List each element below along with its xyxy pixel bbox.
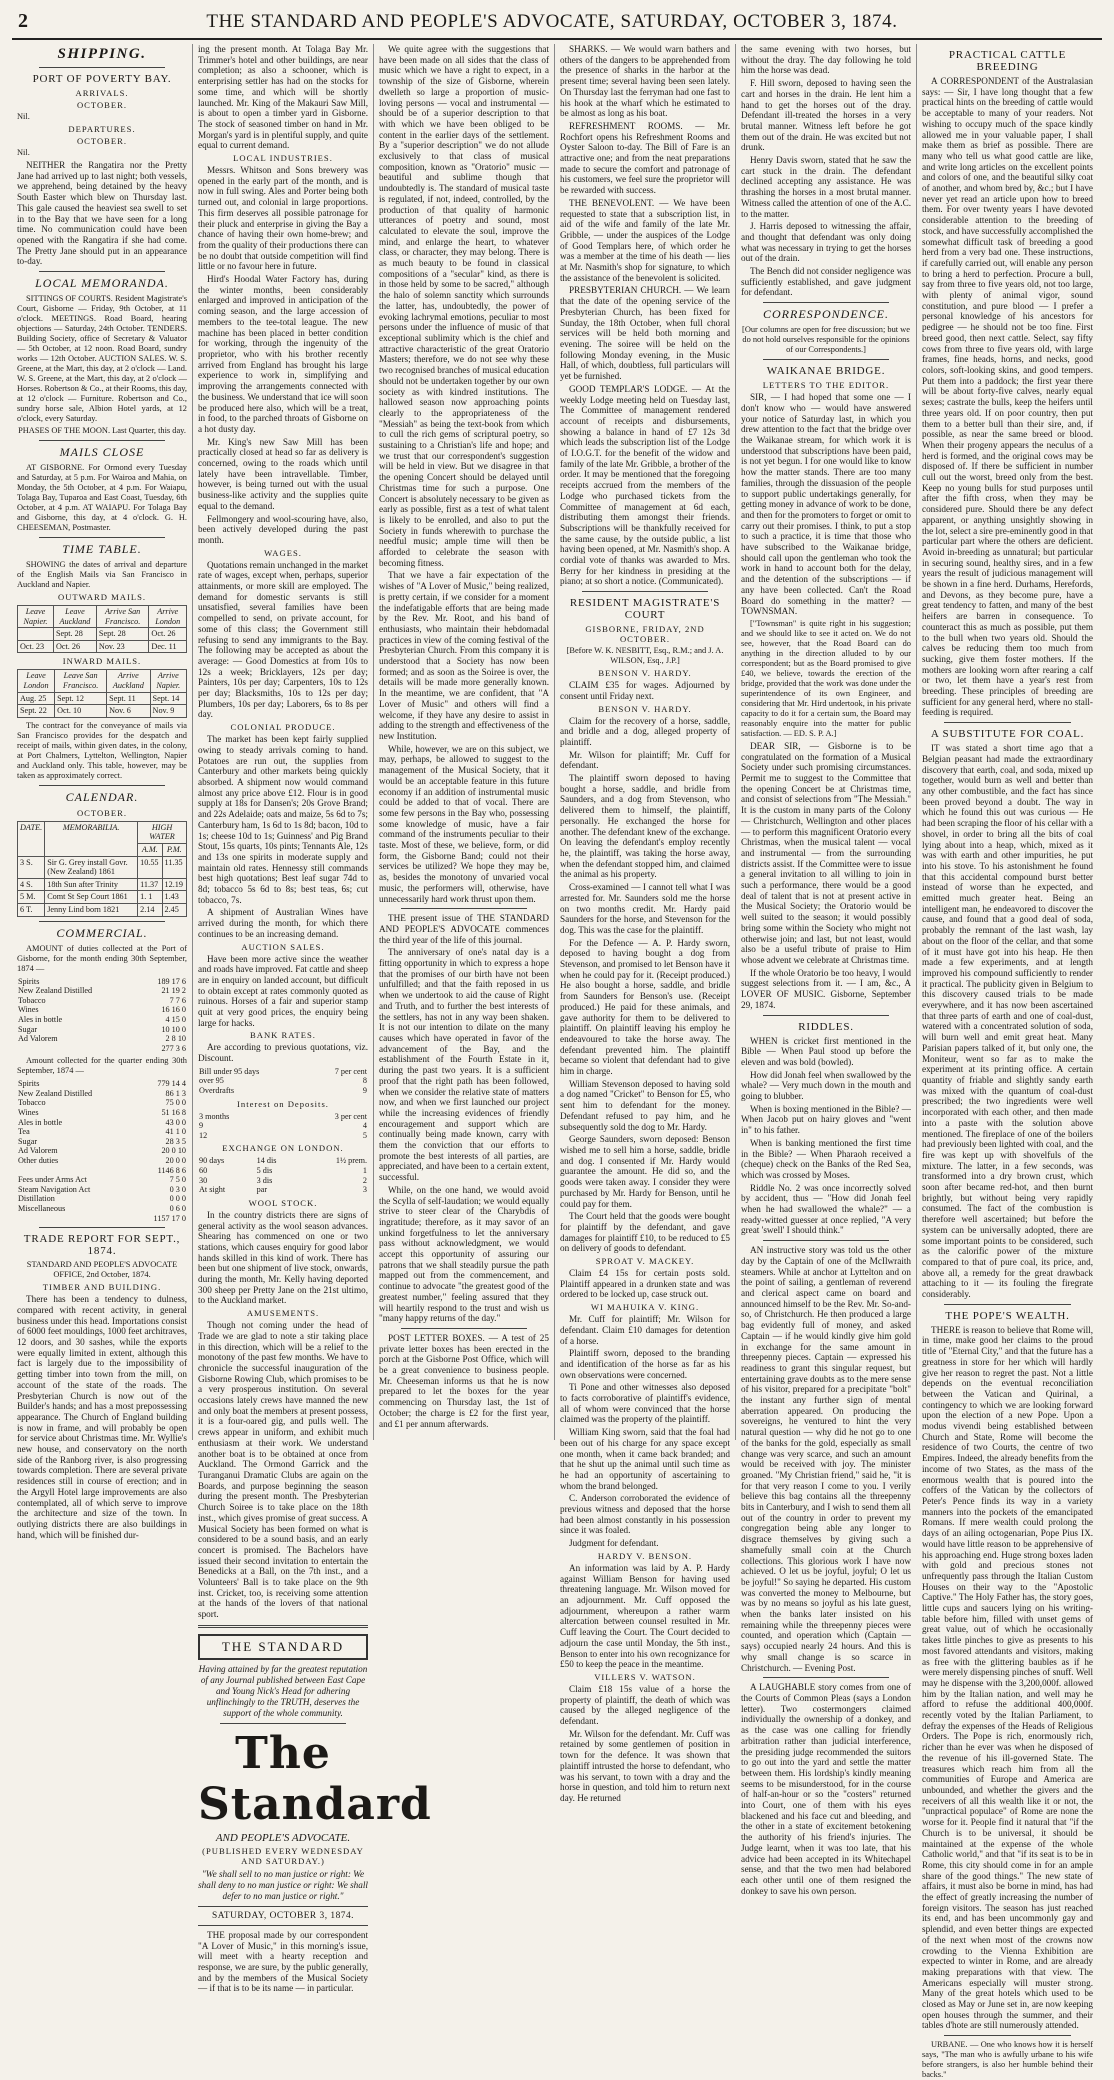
article-paragraph: Have been more active since the weather and roads have improved. Fat cattle and sheep are in enquiry on landed account, but difficult to obtain except at rates commonly quoted as ruinous. Horses of a fair and superior stamp quit at very good prices, the enquiry being large for hacks. (198, 953, 368, 1028)
trade-subheading: TIMBER AND BUILDING. (42, 1282, 162, 1293)
riddle: WHEN is cricket first mentioned in the Bible — When Paul stood up before the eleven and was bold (bowled). (741, 1035, 911, 1067)
newspaper-logo: The Standard (198, 1727, 432, 1830)
mails-text: AT GISBORNE. For Ormond every Tuesday and Saturday, at 5 p.m. For Wairoa and Mahia, on Monday, the 5th October, at 4 p.m. For Waiapu, Tolaga Bay, Tuparoa and East Coast, Tuesday, 6th October, at 4 p.m. AT WAIAPU. For Tolaga Bay and Gisborne, this day, at 4 o'clock. G. H. CHEESEMAN, Postmaster. (17, 463, 187, 533)
news-paragraph: PRESBYTERIAN CHURCH. — We learn that the date of the opening service of the Presbyterian Church, has been fixed for Sunday, the 18th October, when full choral services will be held both morning and evening. The soiree will be held on the following Monday evening, in the Music Hall, of which, doubtless, full particulars will yet be furnished. (560, 285, 730, 382)
interest-heading: Interest on Deposits. (237, 1098, 329, 1109)
table-row: Oct. 23 Oct. 26 Nov. 23 Dec. 11 (18, 640, 187, 653)
article-paragraph: A shipment of Australian Wines have arrived during the month, for which there continues to be an increasing demand. (198, 907, 368, 939)
court-paragraph: the same evening with two horses, but without the dray. The day following he told him the horse was dead. (741, 44, 911, 76)
magistrates-court-heading: RESIDENT MAGISTRATE'S COURT (569, 597, 721, 622)
divider (944, 2035, 1071, 2036)
colonial-produce-heading: COLONIAL PRODUCE. (230, 722, 336, 733)
editorial-paragraph: We quite agree with the suggestions that have been made on all sides that the class of music which we have a right to expect, in a township of the size of Gisborne, wherein dwelleth so large a proportion of music-loving persons — vocal and instrumental — should be of a superior description to that with which we have been obliged to be content in the earlier days of the settlement. By a "superior description" we do not allude exclusively to that class of musical composition, known as "Oratorio" music — beautiful and sublime though that undoubtedly is. The standard of musical taste is regulated, if not, indeed, controlled, by the production of that quality of harmonic utterances of poetry and sound, most calculated to elevate the soul, improve the mind, and enlarge the heart, to whatever class, or character, they may belong. There is as much beauty to be found in classical compositions of a "secular" kind, as there is in those held by some to be sacred," although the halo of solemn sanctity which surrounds the latter, has, undoubtedly, the power of evoking lachrymal emotions, peculiar to most persons under the influence of music of that exceptional sublimity which is the chief and attractive characteristic of the great Oratorio Masters; therefore, we do not see why these two recognised branches of musical education should not be undertaken together by our own society as with kindred institutions. The hallowed season now approaching points clearly to the appropriateness of the "Messiah" as being the text-book from which to cull the rich gems of scriptural poetry, so sustaining to a Christian's life and hope; and we trust that our correspondent's suggestion will be held in view. But we disagree in that the opening Concert should be delayed until Christmas time for such a purpose. One Concert is absolutely necessary to be given as early as possible, first as a test of what talent is likely to be enrolled, and also to put the Society in funds wherewith to purchase the needful music; ample time will then be afforded to celebrate the season with becoming fitness. (379, 44, 549, 568)
divider (944, 722, 1071, 723)
court-paragraph: Mr. Wilson for plaintiff; Mr. Cuff for defendant. (560, 749, 730, 771)
page-header (12, 10, 1102, 40)
table-row: Spirits 189 17 6 (18, 976, 186, 986)
table-row: Tobacco 7 7 6 (18, 995, 186, 1005)
divider (39, 440, 165, 441)
departures-nil: Nil. (17, 148, 30, 157)
newspaper-logo-subtitle: AND PEOPLE'S ADVOCATE. (215, 1831, 351, 1844)
shipping-text: NEITHER the Rangatira nor the Pretty Jane had arrived up to last night; both vessels, we apprehend, being detained by the heavy South Easter which blew on Thursday last. This gale caused the heaviest sea swell to set in to the Bay that we have seen for a long time. No communication could have been opened with the Rangatira if she had come. The Pretty Jane should put in an appearance to-day. (17, 160, 187, 267)
court-paragraph: Mr. Wilson for the defendant. Mr. Cuff was retained by some gentlemen of position in town for the defence. It was shown that plaintiff intrusted the horse to defendant, who was his servant, to town with a dray and the horse in question, and told him to return next day. He returned (560, 1728, 730, 1803)
trade-report-heading: TRADE REPORT FOR SEPT., 1874. (23, 1233, 181, 1258)
court-paragraph: William King sworn, said that the foal had been out of his charge for any space except one month, when it came back branded; and that he shut up the animal until such time as he had an opportunity of ascertaining to whom the brand belonged. (560, 1427, 730, 1491)
table-header: A.M. (138, 843, 162, 856)
divider (401, 908, 527, 909)
inward-mails-table (17, 669, 187, 717)
story-paragraph: AN instructive story was told us the other day by the Captain of one of the McIlwraith steamers. While at anchor at Lyttelton and on the point of sailing, a gentleman of reverend and clerical aspect came on board and announced himself to be the Rev. Mr. So-and-so, of Christchurch. He then produced a large bag evidently full of money, and asked Captain — if he would kindly give him gold in exchange for the same amount in threepenny pieces. Captain — expressed his readiness to grant this singular request, but entertaining grave doubts as to the mere sense of his visitor, prepared for a precipitate "bolt" the instant any further sign of mental aberration appeared. On producing the sovereigns, he ventured to hint the very natural question — why did he not go to one of the banks for the gold, especially as small change was very scarce, and such an amount would be received with joy. The minister groaned. "My Christian friend," said he, "it is for that very reason I come to you. I verily believe this bag contains all the threepenny bits in Canterbury, and I wish to send them all out of the country in order to prevent my congregation being able any longer to disgrace themselves by giving such a shamefully small coin at the Church collections. This glorious work I have now achieved. O let us be joyful, joyful; O let us be joyful!" So saying he departed. His custom was converted the money to Melbourne, but was by no means so joyful as his late guest, when the banks later insisted on his remaining while the threepenny pieces were counted, and operation which (Captain — says) occupied nearly 24 hours. And this is why small change is so scarce in Christchurch. — Evening Post. (741, 1245, 911, 1673)
table-row: Bill under 95 days 7 per cent (199, 1066, 367, 1076)
editorial-paragraph: While, on the one hand, we would avoid the Scylla of self-laudation; we would equally strive to steer clear of the Charybdis of ingratitude; therefore, as it may savor of an unkind forgetfulness to let the anniversary pass without acknowledgment, we would accept this opportunity of assuring our patrons that we shall steadily pursue the path mapped out from the commencement, and continue to advocate "the greatest good of the greatest number," feeling assured that they will heartily respond to the trust and wish us "many happy returns of the day." (379, 1184, 549, 1324)
editorial-paragraph: THE proposal made by our correspondent "A Lover of Music," in this morning's issue, will meet with a hearty reception and response, we are sure, by the public generally, and by the members of the Musical Society — if that is to be its name — in particular. (198, 1929, 368, 1994)
court-paragraph: Claim £18 15s value of a horse the property of plaintiff, the death of which was caused by the alleged negligence of the defendant. (560, 1683, 730, 1727)
court-paragraph: C. Anderson corroborated the evidence of previous witness and deposed that the horse had been almost constantly in his possession since it was foaled. (560, 1493, 730, 1536)
court-paragraph: The plaintiff sworn deposed to having bought a horse, saddle, and bridle from Saunders, and a dog from Stevenson, who delivered them to himself, the plaintiff, personally. He exchanged the horse for another. The defendant knew of the exchange. On leaving the defendant's employ recently he, the plaintiff, was taking the horse away, when the defendant stopped him, and claimed the animal as his property. (560, 773, 730, 880)
table-row: 60 5 dis 1 (199, 1166, 367, 1176)
table-row: Sugar 28 3 5 (18, 1136, 186, 1146)
table-row: Steam Navigation Act 0 3 0 (18, 1184, 186, 1194)
article-paragraph: Are according to previous quotations, viz. Discount. (198, 1042, 368, 1064)
table-row: Sept. 28 Sept. 28 Oct. 26 (18, 628, 187, 641)
table-header: Arrive London (149, 606, 187, 628)
table-header: Leave Napier. (18, 606, 54, 628)
duties-month-table (17, 977, 187, 1054)
local-memoranda-heading: LOCAL MEMORANDA. (35, 276, 169, 291)
table-header: Leave Auckland (53, 606, 96, 628)
table-row: 3 months 3 per cent (199, 1111, 367, 1121)
news-paragraph: REFRESHMENT ROOMS. — Mr. Rochfort opens his Refreshment Rooms and Oyster Saloon to-day. The Bill of Fare is an attractive one; and from the neat preparations made to secure the comfort and patronage of his customers, we feel sure the proprietor will be rewarded with success. (560, 120, 730, 196)
wages-heading: WAGES. (264, 547, 302, 558)
divider (944, 1304, 1071, 1305)
exchange-table (198, 1156, 368, 1194)
departures-heading: DEPARTURES. (68, 124, 136, 134)
table-row: 277 3 6 (161, 1043, 186, 1053)
divider (763, 1240, 889, 1241)
table-row: 1146 8 6 (157, 1165, 186, 1175)
moon-phases: PHASES OF THE MOON. Last Quarter, this day. (18, 426, 186, 436)
table-header: Leave San Francisco. (55, 670, 107, 692)
table-row: 4 S. 18th Sun after Trinity 11.37 12.19 (18, 878, 187, 891)
letter-paragraph: If the whole Oratorio be too heavy, I would suggest selections from it. — I am, &c., A LOVER OF MUSIC. Gisborne, September 29, 1874. (741, 967, 911, 1010)
table-header: HIGH WATER (138, 821, 187, 843)
table-row: Wines 51 16 8 (18, 1108, 186, 1118)
shipping-heading: SHIPPING. (57, 46, 147, 62)
court-date: GISBORNE, FRIDAY, 2ND OCTOBER. (585, 624, 705, 645)
divider (198, 1625, 368, 1628)
editorial-paragraph: THE present issue of THE STANDARD AND PEOPLE'S ADVOCATE commences the third year of the life of this journal. (379, 913, 549, 945)
divider (39, 271, 165, 272)
interest-table (198, 1112, 368, 1141)
letter-paragraph: SIR, — I had hoped that some one — I don't know who — would have answered your notice of Saturday last, in which you drew attention to the fact that the bridge over the Waikanae stream, for which work it is understood that subscriptions have been paid, is not yet begun. I for one would like to know how the matter stands. There are too many families, through the dissuasion of the people to support public undertakings generally, for getting money in advance of work to be done, and then for the promoters to forget or omit to carry out their promises. I think, to put a stop to such a practice, it is time that those who have subscribed to the Waikanae bridge, should call upon the gentleman who took the work in hand to account both for the delay, and the detention of the subscriptions — if any have been collected. Can't the Road Board do something in the matter? — TOWNSMAN. (741, 392, 911, 617)
divider (763, 359, 889, 360)
divider (401, 1328, 527, 1329)
divider (39, 537, 165, 538)
local-industries-heading: LOCAL INDUSTRIES. (233, 153, 333, 164)
column-3 (374, 44, 555, 1440)
table-header: Arrive Napier. (150, 670, 186, 692)
newspaper-title: THE STANDARD AND PEOPLE'S ADVOCATE, SATURDAY, OCTOBER 3, 1874. (206, 11, 898, 32)
table-row: New Zealand Distilled 21 19 2 (18, 986, 186, 996)
riddle: How did Jonah feel when swallowed by the whale? — Very much down in the mouth and going to blubber. (741, 1069, 911, 1102)
mails-close-heading: MAILS CLOSE (59, 445, 145, 460)
divider (39, 921, 165, 922)
table-row: Overdrafts 9 (199, 1086, 367, 1096)
table-row: Sept. 22 Oct. 10 Nov. 6 Nov. 9 (18, 705, 187, 718)
table-row: 12 5 (199, 1130, 367, 1140)
table-row: Ad Valorem 2 8 10 (18, 1034, 186, 1044)
news-paragraph: THE BENEVOLENT. — We have been requested to state that a subscription list, in aid of the wife and family of the late Mr. Gribble, — under the auspices of the Lodge of Good Templars here, of which order he was a member at the time of his death — lies at Mr. Nasmith's shop for signature, to which the assistance of the benevolent is solicited. (560, 197, 730, 283)
court-paragraph: The Court held that the goods were bought for plaintiff by the defendant, and gave damages for plaintiff £10, to be reduced to £5 on delivery of goods to defendant. (560, 1211, 730, 1254)
editorial-paragraph: While, however, we are on this subject, we may, perhaps, be allowed to suggest to the management of the Musical Society, that it would be an acceptable feature in this future economy if an addition of instrumental music could be added to that of vocal. There are some few persons in the Bay who, possessing some knowledge of music, have a fair command of the instruments peculiar to their taste. Most of these, we believe, form, or did form, the Gisborne Band; could not their services be utilized? We hope they may be, as, besides the monotony of unvaried vocal music, the performers will, otherwise, have unnecessarily hard work thrust upon them. (379, 743, 549, 904)
court-paragraph: For the Defence — A. P. Hardy sworn, deposed to having bought a dog from Stevenson, and promised to let Benson have it when he could pay for it. (Receipt produced.) He also bought a horse, saddle, and bridle from Saunders for Benson's use. (Receipt produced.) He paid for these animals, and gave authority for them to be delivered to plaintiff. On plaintiff leaving his employ he endeavoured to take the horse away. The defendant prevented him. The plaintiff became so violent that defendant had to give him in charge. (560, 937, 730, 1077)
divider (763, 302, 889, 303)
editorial-paragraph: The anniversary of one's natal day is a fitting opportunity in which to express a hope that the promises of our birth have not been unfulfilled; and that the faith reposed in us when we undertook to aid the cause of Right and Truth, and to further the best interests of the settlers, has not in any way been shaken. It is not our intention to dilate on the many causes which have operated in favor of the advancement of the Bay, and the establishment of the Fourth Estate in it, during the past two years. It is a sufficient proof that the right path has been followed, when we consider the relative state of matters now, and when we first launched our project while the increasing evidences of friendly encouragement and support which are continually being made known, carry with them the conviction that our efforts to promote the best interests of all parties, are appreciated, and have been to a certain extent, successful. (379, 947, 549, 1183)
article-paragraph: Though not coming under the head of Trade we are glad to note a stir taking place in this direction, which will be a relief to the monotony of the past few months. We have to chronicle the successful inauguration of the Gisborne Rowing Club, which promises to be a very prosperous institution. On several occasions lately crews have manned the new and only boat the members at present possess, it is a four-oared gig, and pulls well. The crews appear in uniform, and exhibit much enthusiasm at their work. We understand another boat is to be obtained at once from Auckland. The Ormond Garrick and the Turanganui Dramatic Clubs are again on the Boards, and purpose beginning the season during the present month. The Presbyterian Church Soiree is to take place on the 18th inst., which gives promise of great success. A Musical Society has been formed on what is considered to be a sound basis, and an early concert is promised. The Bachelors have issued their second invitation to entertain the Benedicks at a Ball, on the 7th inst., and a Volunteers' Ball is to take place on the 9th inst. Cricket, too, is receiving some attention at the hands of the lovers of that national sport. (198, 1320, 368, 1620)
column-4 (555, 44, 736, 1803)
memoranda-text: SITTINGS OF COURTS. Resident Magistrate's Court, Gisborne — Friday, 9th October, at 11 o'clock. MEETINGS. Road Board, hearing objections — Saturday, 24th October. TENDERS. Building Society, office of Secretary & Valuator — 5th October, at 12 noon. Road Board, sundry works — 12th October. AUCTION SALES. W. S. Greene, at the Mart, this day, at 2 o'clock — Land. W. S. Greene, at the Mart, this day, at 2 o'clock — Horses. Robertson & Co., at their Rooms, this day, at 12 o'clock — Furniture. Robertson and Co., sundry horse sale, Albion Hotel yards, at 12 o'clock, every Saturday. (17, 294, 187, 424)
column-5 (736, 44, 917, 1896)
outward-mails-table (17, 605, 187, 653)
correspondence-note: [Our columns are open for free discussion; but we do not hold ourselves responsible for the opinions of our Correspondents.] (742, 325, 910, 355)
table-header: MEMORABILIA. (45, 821, 138, 856)
table-row: Distillation 0 0 0 (18, 1194, 186, 1204)
news-paragraph: SHARKS. — We would warn bathers and others of the dangers to be apprehended from the presence of sharks in the harbor at the present time; several having been seen lately. On Thursday last the ferryman had one fast to his hook at the wharf which he estimated to be almost as long as his boat. (560, 44, 730, 119)
correspondence-heading: CORRESPONDENCE. (763, 307, 889, 322)
news-paragraph: GOOD TEMPLAR'S LODGE. — At the weekly Lodge meeting held on Tuesday last, The Committee of management rendered account of receipts and disbursements, showing a balance in hand of £7 12s 3d which leads the subscription list of the Lodge of I.O.G.T. for the benefit of the widow and family of the late Mr. Gribble, a brother of the order. It may be mentioned that the foregoing receipts accrued from the members of the Lodge who purchased tickets from the Committee of management at 6d each, distributing them amongst their friends. Subscriptions will be thankfully received for the same cause, by the outside public, a list having been opened, at Mr. Nasmith's shop. A cordial vote of thanks was awarded to Mrs. Berry for her kindness in presiding at the piano; at so short a notice. (Communicated). (560, 383, 730, 587)
table-header: P.M. (162, 843, 186, 856)
calendar-month: OCTOBER. (76, 807, 128, 818)
motto-quote: "We shall sell to no man justice or right: We shall deny to no man justice or right: We shall defer to no man justice or right." (198, 1868, 368, 1901)
riddle: When is banking mentioned the first time in the Bible? — When Pharaoh received a (cheque) check on the Banks of the Red Sea, which was crossed by Moses. (741, 1137, 911, 1180)
time-table-text: SHOWING the dates of arrival and departure of the English Mails via San Francisco in Auckland and Napier. (17, 560, 187, 590)
court-paragraph: The Bench did not consider negligence was sufficiently established, and gave judgment for defendant. (741, 266, 911, 298)
article-paragraph: ing the present month. At Tolaga Bay Mr. Trimmer's hotel and other buildings, are near completion; as also a schooner, which is enterprising settler has had on the stocks for some time, and which will be shortly launched. Mr. King of the Makauri Saw Mill, is about to open a timber yard in Gisborne. The stock of seasoned timber on hand in Mr. Morgan's yard is in plentiful supply, and quite equal to current demand. (198, 44, 368, 151)
discount-table (198, 1067, 368, 1096)
divider (198, 1906, 368, 1907)
article-paragraph: Messrs. Whitson and Sons brewery was opened in the early part of the month, and is now in full swing. Ales and Porter being both turned out, and colonial in large proportions. This firm deserves all possible patronage for their pluck and enterprise in giving the Bay a chance of having their own home-brew; and from the quality of their productions there can be no doubt that outside competition will find little or no favour here in future. (198, 165, 368, 272)
table-header: Leave London (18, 670, 55, 692)
case-title: WI MAHUIKA V. KING. (590, 1302, 700, 1313)
case-title: BENSON V. HARDY. (598, 668, 692, 679)
column-6 (917, 44, 1098, 2080)
divider (39, 67, 165, 68)
riddle: When is boxing mentioned in the Bible? — When Jacob put on hairy gloves and "went in" to his father. (741, 1103, 911, 1136)
court-paragraph: J. Harris deposed to witnessing the affair, and thought that defendant was only doing what was necessary in trying to get the horses out of the drain. (741, 221, 911, 264)
divider (39, 1227, 165, 1228)
inward-mails-heading: INWARD MAILS. (62, 656, 142, 667)
table-header: Arrive Auckland (107, 670, 150, 692)
article-paragraph: The market has been kept fairly supplied owing to steady arrivals coming to hand. Potatoes are run out, the supplies from Canterbury and other markets being quickly absorbed. A shipment now would command almost any price above £12. Flour is in good supply at 18s for Dansen's; 20s Grove Brand; and 22s Adelaide; oats and maize, 5s 6d to 7s; Canterbury ham, 1s 6d to 1s 8d; bacon, 10d to 1s; cheese 10d to 1s; Guinness' and Pig Brand Stout, 15s quarts, 10s pints; Tennants Ale, 12s and 13s one spirits in moderate supply and maintain old rates. Hennessy still commands best high quotations; Best leaf sugar 74d to 8d; tobacco 5s 6d to 8s; best teas, 6s; cut tobacco, 7s. (198, 734, 368, 905)
court-paragraph: George Saunders, sworn deposed: Benson wished me to sell him a horse, saddle, bridle and dog. I consented if Mr. Hardy would guarantee the amount. He did so, and the goods were taken away. I consider they were purchased by Mr. Hardy for Benson, until he could pay for them. (560, 1134, 730, 1209)
standard-motto: Having attained by far the greatest reputation of any Journal published between East Cape and Young Nick's Head for adhering unflinchingly to the TRUTH, deserves the support of the whole community. (198, 1663, 368, 1718)
table-header: Arrive San Francisco. (96, 606, 148, 628)
table-row: Ales in bottle 43 0 0 (18, 1117, 186, 1127)
publication-schedule: (PUBLISHED EVERY WEDNESDAY AND SATURDAY.) (202, 1845, 364, 1866)
arrivals-nil: Nil. (17, 112, 30, 121)
outward-mails-heading: OUTWARD MAILS. (58, 592, 146, 603)
court-paragraph: William Stevenson deposed to having sold a dog named "Cricket" to Benson for £5, who sent him to defendant for the money. Defendant refused to pay him, and he subsequently sold the dog to Mr. Hardy. (560, 1078, 730, 1132)
article-paragraph: Quotations remain unchanged in the market rate of wages, except when, perhaps, superior attainments, or more skill are employed. The demand for domestic servants is still unsatisfied, several families have been compelled to send, on private account, for some of this class; the Government still refusing to send any immigrants to the Bay. The following may be accepted as about the average: — Good Domestics at from 10s to 12s a week; Bricklayers, 12s per day; Painters, 10s per day; Carpenters, 10s to 12s per day; Blacksmiths, 10s to 12s per day; Plumbers, 10s per day; Laborers, 6s to 8s per day. (198, 559, 368, 720)
riddles-heading: RIDDLES. (798, 1020, 854, 1033)
case-title: BENSON V. HARDY. (598, 703, 692, 714)
court-paragraph: F. Hill sworn, deposed to having seen the cart and horses in the drain. He lent him a hand to get the horses out of the dray. Defendant ill-treated the horses in a very brutal manner. Witness left before he got them out of the drain. He was excited but not drunk. (741, 78, 911, 153)
auction-sales-heading: AUCTION SALES. (241, 941, 325, 952)
wool-stock-heading: WOOL STOCK. (248, 1197, 318, 1208)
article-paragraph: IT was stated a short time ago that a Belgian peasant had made the extraordinary discovery that earth, coal, and soda, mixed up together, would burn as well and better than any other combustible, and the fact has since been proved beyond a doubt. The way in which he found this out was curious — He had been scraping the floor of his cellar with a shovel, in order to bring all the bits of coal lying about into a heap, which, mixed as it was with earth and other impurities, he put into his stove. To his astonishment he found that this accidental compound burst better instead of worse than he expected, and emitted much greater heat. Being an intelligent man, he endeavored to discover the cause, and found that a good deal of soda, probably the remnant of the last wash, lay about on the floor of the cellar, and that some of it must have got into his heap. He then made a few experiments, and at length improved his compound sufficiently to render it practical. The publicity given in Belgium to this discovery caused trials to be made everywhere, and it has now been ascertained that three parts of earth and one of coal-dust, watered with a concentrated solution of soda, will burn well and emit great heat. Many Parisian papers talked of it, but only one, the Moniteur, went so far as to make the experiment at its printing office. A certain quantity of friable and slightly sandy earth was mixed with the quantum of coal-dust prescribed; the two ingredients were well incorporated with each other, and then made into a paste with the solution above mentioned. The fireplace of one of the boilers had previously been lighted with coal, and the fire was kept up with shovelfuls of the mixture. The latter, in a few seconds, was transformed into a dry brown crust, which soon after became red-hot, and then burnt brightly, but without being very rapidly consumed. The fact of the combustion is therefore well ascertained; but before the system can be universally adopted, there are some important points to be considered, such as the calorific power of the mixture compared to that of pure coal, its price, and, above all, a remedy for the great drawback attaching to it — its fouling the firegrate considerably. (922, 743, 1093, 1300)
divider (198, 1925, 368, 1926)
table-row: New Zealand Distilled 86 1 3 (18, 1088, 186, 1098)
port-heading: PORT OF POVERTY BAY. (32, 73, 172, 85)
letters-subheading: LETTERS TO THE EDITOR. (762, 380, 890, 391)
columns (12, 44, 1102, 2080)
table-row: At sight par 3 (199, 1185, 367, 1195)
bridge-heading: WAIKANAE BRIDGE. (766, 365, 886, 378)
court-paragraph: Judgment for defendant. (569, 1538, 659, 1549)
court-paragraph: An information was laid by A. P. Hardy against William Benson for having used threatening language. Mr. Wilson moved for an adjournment. Mr. Cuff opposed the adjournment, whereupon a rather warm altercation between counsel resulted in Mr. Cuff leaving the Court. The Court decided to adjourn the case until Monday, the 5th inst., Benson to enter into his own recognizance for £50 to keep the peace in the meantime. (560, 1562, 730, 1670)
article-paragraph: A CORRESPONDENT of the Australasian says: — Sir, I have long thought that a few practical hints on the breeding of cattle would be acceptable to many of your readers. Not wishing to occupy much of the space kindly allowed me in your valuable paper, I shall make them as brief as possible. There are many who tell us what good cattle are like, and write long articles on the excellent points and colors of one, and the beautiful silky coat of another, and whom bred by, &c.; but I have never yet read an article upon how to breed them. For over twenty years I have devoted considerable attention to the breeding of stock, and have successfully accomplished the somewhat difficult task of breeding a good herd from a very bad one. These instructions, if carefully carried out, will enable any person to bring a herd to perfection. Procure a bull, say from three to five years old, not too large, with plenty of animal vigor, sound constitution, and pure blood — I prefer a personal knowledge of his ancestors for pedigree — he should not be too fine. First breed good, then next cattle. Select, say fifty cows from three to five years old, with large frames, fine heads, horns, and necks, good colors, soft-looking skins, and good tempers. Put them into a paddock; the first year there will be about forty-five calves, nearly equal sexes; castrate the bulls, keep the heifers until three years old. If on poor country, then put them to a better bull than their sire, and, if possible, as near the same breed or blood. When their progeny appears the neculus of a herd is formed, and the original cows may be disposed of. If there be sufficient in number cull out the worst, breed only from the best. Keep no young bulls for stud purposes until after the fifth cross, when they may be considered pure. Should there be any defect apparent, or anything unsightly showing in the lot, select a sire pre-eminently good in that particular part where the others are deficient. Avoid in-breeding as unnatural; but particular in securing sound, healthy sires, and in a few years the result of judicious management will be shown in a fine herd. Durhams, Herefords, and Devons, as they become pure, have a great tendency to fatten, and many of the best heifers are barren in consequence. To counteract this as much as possible, put them to the bull when two years old. Should the calves be reducing them too much from sucking, give them foster mothers. If the mothers are looking worn after rearing a calf or two, let them have a year's rest from breeding. These principles of breeding are sufficient for any general herd, where no stall-feeding is required. (922, 76, 1093, 718)
court-paragraph: Mr. Cuff for plaintiff; Mr. Wilson for defendant. Claim £10 damages for detention of a horse. (560, 1314, 730, 1346)
article-paragraph: THERE is reason to believe that Rome will, in time, make good her claims to the proud title of "Eternal City," and that the future has a greatness in store for her which will hardly give her reason to regret the past. Not a little depends on the eventual reconciliation between the Vatican and Quirinal, a contingency to which we are looking forward upon the election of a new Pope. Upon a modus vivendi being established between Church and State, Rome will become the residence of two Courts, the centre of two Empires. Indeed, the already benefits from the income of two States, as the mass of the enormous wealth that is poured into the coffers of the Vatican by the collectors of Peter's Pence finds its way in a variety manners into the pockets of the emancipated Romans. If mere wealth could prolong the days of an ailing octogenarian, Pope Pius IX. would have little reason to be apprehensive of his approaching end. Huge strong boxes laden with gold and precious stones not unfrequently pass through the Italian Custom Houses on their way to the "Apostolic Captive." The Holy Father has, the story goes, little cups and saucers lying on his writing-table before him, filled with unset gems of great value, out of which he occasionally takes little pinches to give as presents to his most favored attendants and visitors, making as free with the glittering baubles as if he were merely dispensing pinches of snuff. Well may he dispense with the 3,200,000f. allowed him by the Italian nation, and well may he afford to refuse the additional 400,000f. recently voted by the Italian Parliament, to defray the expenses of the Heads of Religious Orders. The Pope is rich, enormously rich, richer than he ever was when he disposed of the revenue of his ill-governed State. The treasures which reach him from all the communities of Europe and America are unbounded, and whether the givers and the receivers of all this wealth like it or not, the "unpractical populace" of Rome are none the worse for it. People find it natural that "if the Church is to be universal, it should be maintained at the expense of the whole Catholic world," and that "if its seat is to be in Rome, this city should come in for an ample share of the good things." The new state of affairs, it must also be borne in mind, has had the effect of greatly increasing the number of foreign visitors. The season has just reached its end, and has been uncommonly gay and splendid, and even better things are expected of the next when most of the crowns now crowding to the Vienna Exhibition are expected to winter in Rome, and are already making preparations with that view. The Americans especially will muster strong. Many of the great hotels which used to be closed as May or June set in, are now keeping open houses through the summer, and their tables d'hote are still numerously attended. (922, 1324, 1093, 2031)
article-paragraph: In the country districts there are signs of general activity as the wool season advances. Shearing has commenced on one or two stations, which causes enquiry for good labor hands skilled in this kind of work. There has been but one shipment of live stock, onwards, during the month, Mr. Kelly having deported 300 sheep per Pretty Jane on the 21st ultimo, to the Auckland market. (198, 1209, 368, 1306)
trade-office: STANDARD AND PEOPLE'S ADVOCATE OFFICE, 2nd October, 1874. (26, 1260, 178, 1280)
bank-rates-heading: BANK RATES. (250, 1030, 316, 1041)
table-header: DATE. (18, 821, 45, 856)
court-paragraph: Cross-examined — I cannot tell what I was arrested for. Mr. Saunders sold me the horse on two months credit. Mr. Hardy paid Saunders for the horse, and Stevenson for the dog. This was the case for the plaintiff. (560, 882, 730, 935)
court-paragraph: Henry Davis sworn, stated that he saw the cart stuck in the drain. The defendant declined accepting any assistance. He was thrashing the horses in a most brutal manner. Witness called the attention of one of the A.C. to the matter. (741, 155, 911, 219)
standard-banner: THE STANDARD (198, 1634, 368, 1660)
page-number: 2 (18, 10, 28, 32)
column-2 (193, 44, 432, 1994)
divider (39, 785, 165, 786)
case-title: SPROAT V. MACKEY. (595, 1256, 695, 1267)
court-before: [Before W. K. NESBITT, Esq., R.M.; and J. A. WILSON, Esq., J.P.] (566, 646, 724, 666)
amusements-heading: AMUSEMENTS. (246, 1308, 320, 1319)
article-paragraph: Mr. King's new Saw Mill has been practically closed at head so far as delivery is concerned, owing to the roads which until lately have been intravellable. Timber, however, is being turned out with the usual business-like activity and the supplies quite equal to the demand. (198, 436, 368, 511)
table-row: 90 days 14 dis 1½ prem. (199, 1156, 367, 1166)
arrivals-heading: ARRIVALS. (75, 88, 129, 98)
table-row: 1157 17 0 (153, 1213, 186, 1223)
court-paragraph: Claim for the recovery of a horse, saddle, and bridle and a dog, alleged property of plaintiff. (560, 715, 730, 747)
column-1 (12, 44, 193, 1540)
table-row: Ales in bottle 4 15 0 (18, 1014, 186, 1024)
table-row: 3 S. Sir G. Grey install Govr. (New Zealand) 1861 10.55 11.35 (18, 856, 187, 878)
riddle: Riddle No. 2 was once incorrectly solved by accident, thus — "How did Jonah feel when he had swallowed the whale?" — a ready-witted guesser at once replied, "A very great 'swell' I should think." (741, 1182, 911, 1236)
mails-note: The contract for the conveyance of mails via San Francisco provides for the despatch and receipt of mails, within given dates, in the colony, at Port Chalmers, Lyttelton, Wellington, Napier and Auckland only. This table, however, may be taken as approximately correct. (17, 720, 187, 780)
case-title: HARDY V. BENSON. (597, 1550, 693, 1561)
letter-paragraph: DEAR SIR, — Gisborne is to be congratulated on the formation of a Musical Society under such promising circumstances. Permit me to suggest to the Committee that the opening Concert be at Christmas time, and consist of selections from "The Messiah." It is the custom in many parts of the Colony — Christchurch, Wellington and other places — to perform this magnificent Oratorio every Christmas, when the musical talent — vocal and instrumental — from the surrounding districts assist. If the Committee were to issue a general invitation to all willing to join in such a performance, there would be a good deal of talent that is not at present active in the Musical Society; the Oratorio would be well suited to the season; it would possibly bring some within the Society who might not otherwise join; and last, but not least, would also be a useful tribute of praise to Him whose advent we celebrate at Christmas time. (741, 740, 911, 965)
court-paragraph: Claim £4 15s for certain posts sold. Plaintiff appeared in a drunken state and was ordered to be locked up, case struck out. (560, 1268, 730, 1300)
table-row: Aug. 25 Sept. 12 Sept. 11 Sept. 14 (18, 692, 187, 705)
divider (763, 1677, 889, 1678)
popes-wealth-heading: THE POPE'S WEALTH. (945, 1309, 1070, 1322)
arrivals-month: OCTOBER. (76, 100, 128, 110)
divider (220, 1723, 346, 1724)
table-row: over 95 8 (199, 1076, 367, 1086)
table-row: 6 T. Jenny Lind born 1821 2.14 2.45 (18, 903, 187, 916)
commercial-heading: COMMERCIAL. (56, 925, 148, 940)
table-row: Spirits 779 14 4 (18, 1079, 186, 1089)
divider (763, 1015, 889, 1016)
table-row: Sugar 10 10 0 (18, 1024, 186, 1034)
departures-month: OCTOBER. (76, 136, 128, 146)
urbane-note: URBANE. — One who knows how it is herself says, "The man who is awfully urbane to his wife before strangers, is also her humble behind their backs." (922, 2040, 1093, 2080)
table-row: Tea 41 1 0 (18, 1127, 186, 1137)
cattle-breeding-heading: PRACTICAL CATTLE BREEDING (948, 49, 1067, 73)
table-row: Miscellaneous 0 6 0 (18, 1204, 186, 1213)
court-paragraph: Ti Pone and other witnesses also deposed to facts corroborative of plaintiff's evidence, all of whom were convinced that the horse claimed was the property of the plaintiff. (560, 1382, 730, 1425)
table-row: Tobacco 75 0 0 (18, 1098, 186, 1108)
trade-text: There has been a tendency to dulness, compared with recent activity, in general business under this head. Importations consist of 6000 feet mouldings, 1000 feet architraves, 12 doors, and 30 sashes, while the exports were equally limited in extent, although this fact is largely due to the impossibility of getting timber into town from the mill, on account of the state of the roads. The Presbyterian Church is now out of the Builder's hands; and has a most prepossessing appearance. The Church of England building is now in frame, and will probably be open for service about Christmas time. Mr. Wyllie's new house, and conservatory on the north side of the Ranborg river, is also progressing towards completion. There are several private residences still in course of erection; and in the Argyll Hotel large improvements are also contemplated, all of which serve to improve the architecture and size of the town. In outlying districts there are also buildings in hand, which will be finished dur- (17, 1294, 187, 1540)
table-row: Ad Valorem 20 0 10 (18, 1146, 186, 1156)
table-row: 30 3 dis 2 (199, 1175, 367, 1185)
editor-note: ["Townsman" is quite right in his suggestion; and we should like to see it acted on. We do not see, however, that the Road Board can do anything in the direction alluded to by our correspondent; but as the Board promised to give £40, we believe, towards the erection of the bridge, provided that the work was done under the superintendence of its own Engineer, and considering that Mr. Hird undertook, in his private capacity to do it for a certain sum, the Board may reasonably enquire into the matter for public satisfaction. — ED. S. P. A.] (741, 618, 911, 738)
time-table-heading: TIME TABLE. (62, 542, 142, 557)
divider (582, 591, 708, 592)
table-row: Fees under Arms Act 7 5 0 (18, 1175, 186, 1185)
court-paragraph: CLAIM £35 for wages. Adjourned by consent until Friday next. (560, 680, 730, 701)
news-paragraph: POST LETTER BOXES. — A test of 25 private letter boxes has been erected in the porch at the Gisborne Post Office, which will be a great convenience to business people. Mr. Cheeseman informs us that he is now prepared to let the boxes for the year commencing on Thursday last, the 1st of October; the charge is £2 for the first year, and £1 per annum afterwards. (379, 1332, 549, 1429)
dateline: SATURDAY, OCTOBER 3, 1874. (211, 1910, 354, 1921)
table-row: Other duties 20 0 0 (18, 1156, 186, 1166)
table-row: 5 M. Comt St Sep Court 1861 1. 1 1.43 (18, 891, 187, 904)
table-row: Wines 16 16 0 (18, 1005, 186, 1015)
quarter-text: Amount collected for the quarter ending 30th September, 1874 — (17, 1056, 187, 1076)
exchange-heading: EXCHANGE ON LONDON. (222, 1143, 344, 1154)
commercial-text: AMOUNT of duties collected at the Port of Gisborne, for the month ending 30th September, 1874 — (17, 943, 187, 973)
editorial-paragraph: That we have a fair expectation of the wishes of "A Lover of Music," being realized, is pretty certain, if we consider for a moment the indefatigable efforts that are being made by the Rev. Mr. Root, and his band of enthusiasts, who maintain their hebdomadal practices in view of the coming festival of the Presbyterian Church. From this company it is understood that a Society has now been formed; and as soon as the Soiree is over, the details will be made more generally known. In the meantime, we are confident, that "A Lover of Music" and others will find a welcome, if they have any desire to assist in adding to the strength and effectiveness of the new Institution. (379, 570, 549, 741)
court-paragraph: Plaintiff sworn, deposed to the branding and identification of the horse as far as his own observations were concerned. (560, 1348, 730, 1380)
duties-quarter-table (17, 1079, 187, 1223)
case-title: VILLERS V. WATSON. (594, 1671, 696, 1682)
calendar-heading: CALENDAR. (65, 789, 139, 804)
article-paragraph: Fellmongery and wool-scouring have, also, been actively developed during the past month. (198, 513, 368, 545)
table-row: 9 4 (199, 1121, 367, 1131)
coal-substitute-heading: A SUBSTITUTE FOR COAL. (930, 728, 1085, 741)
article-paragraph: Hird's Hoodal Water Factory has, during the winter months, been considerably enlarged and improved in anticipation of the coming season, and the large accession of members to the tee-total league. The new machine has been placed in better condition for working, through the ingenuity of the proprietor, who with his brother recently arrived from England has brought his large experience to work in, simplifying and improving the arrangements connected with the business. We understand that ice will soon be produced here also, which will be a treat, in food, to the parched throats of Gisborne on a hot dusty day. (198, 274, 368, 434)
calendar-table (17, 821, 187, 917)
story-paragraph: A LAUGHABLE story comes from one of the Courts of Common Pleas (says a London letter). Two costermongers claimed individually the ownership of a donkey, and as the case was one calling for friendly arbitration rather than judicial interference, the presiding judge recommended the suitors to go out into the yard and settle the matter between them. His lordship's kindly meaning seems to be misunderstood, for in the course of half-an-hour or so the "costers" returned into Court, one of them with his eyes blackened and his face cut and bleeding, and the other in a state of excitement betokening the authority of his friend's injuries. The Judge learnt, when it was too late, that his advice had been accepted in its Whitechapel sense, and that the two men had belabored each other until one of them resigned the donkey to save his own person. (741, 1682, 911, 1896)
